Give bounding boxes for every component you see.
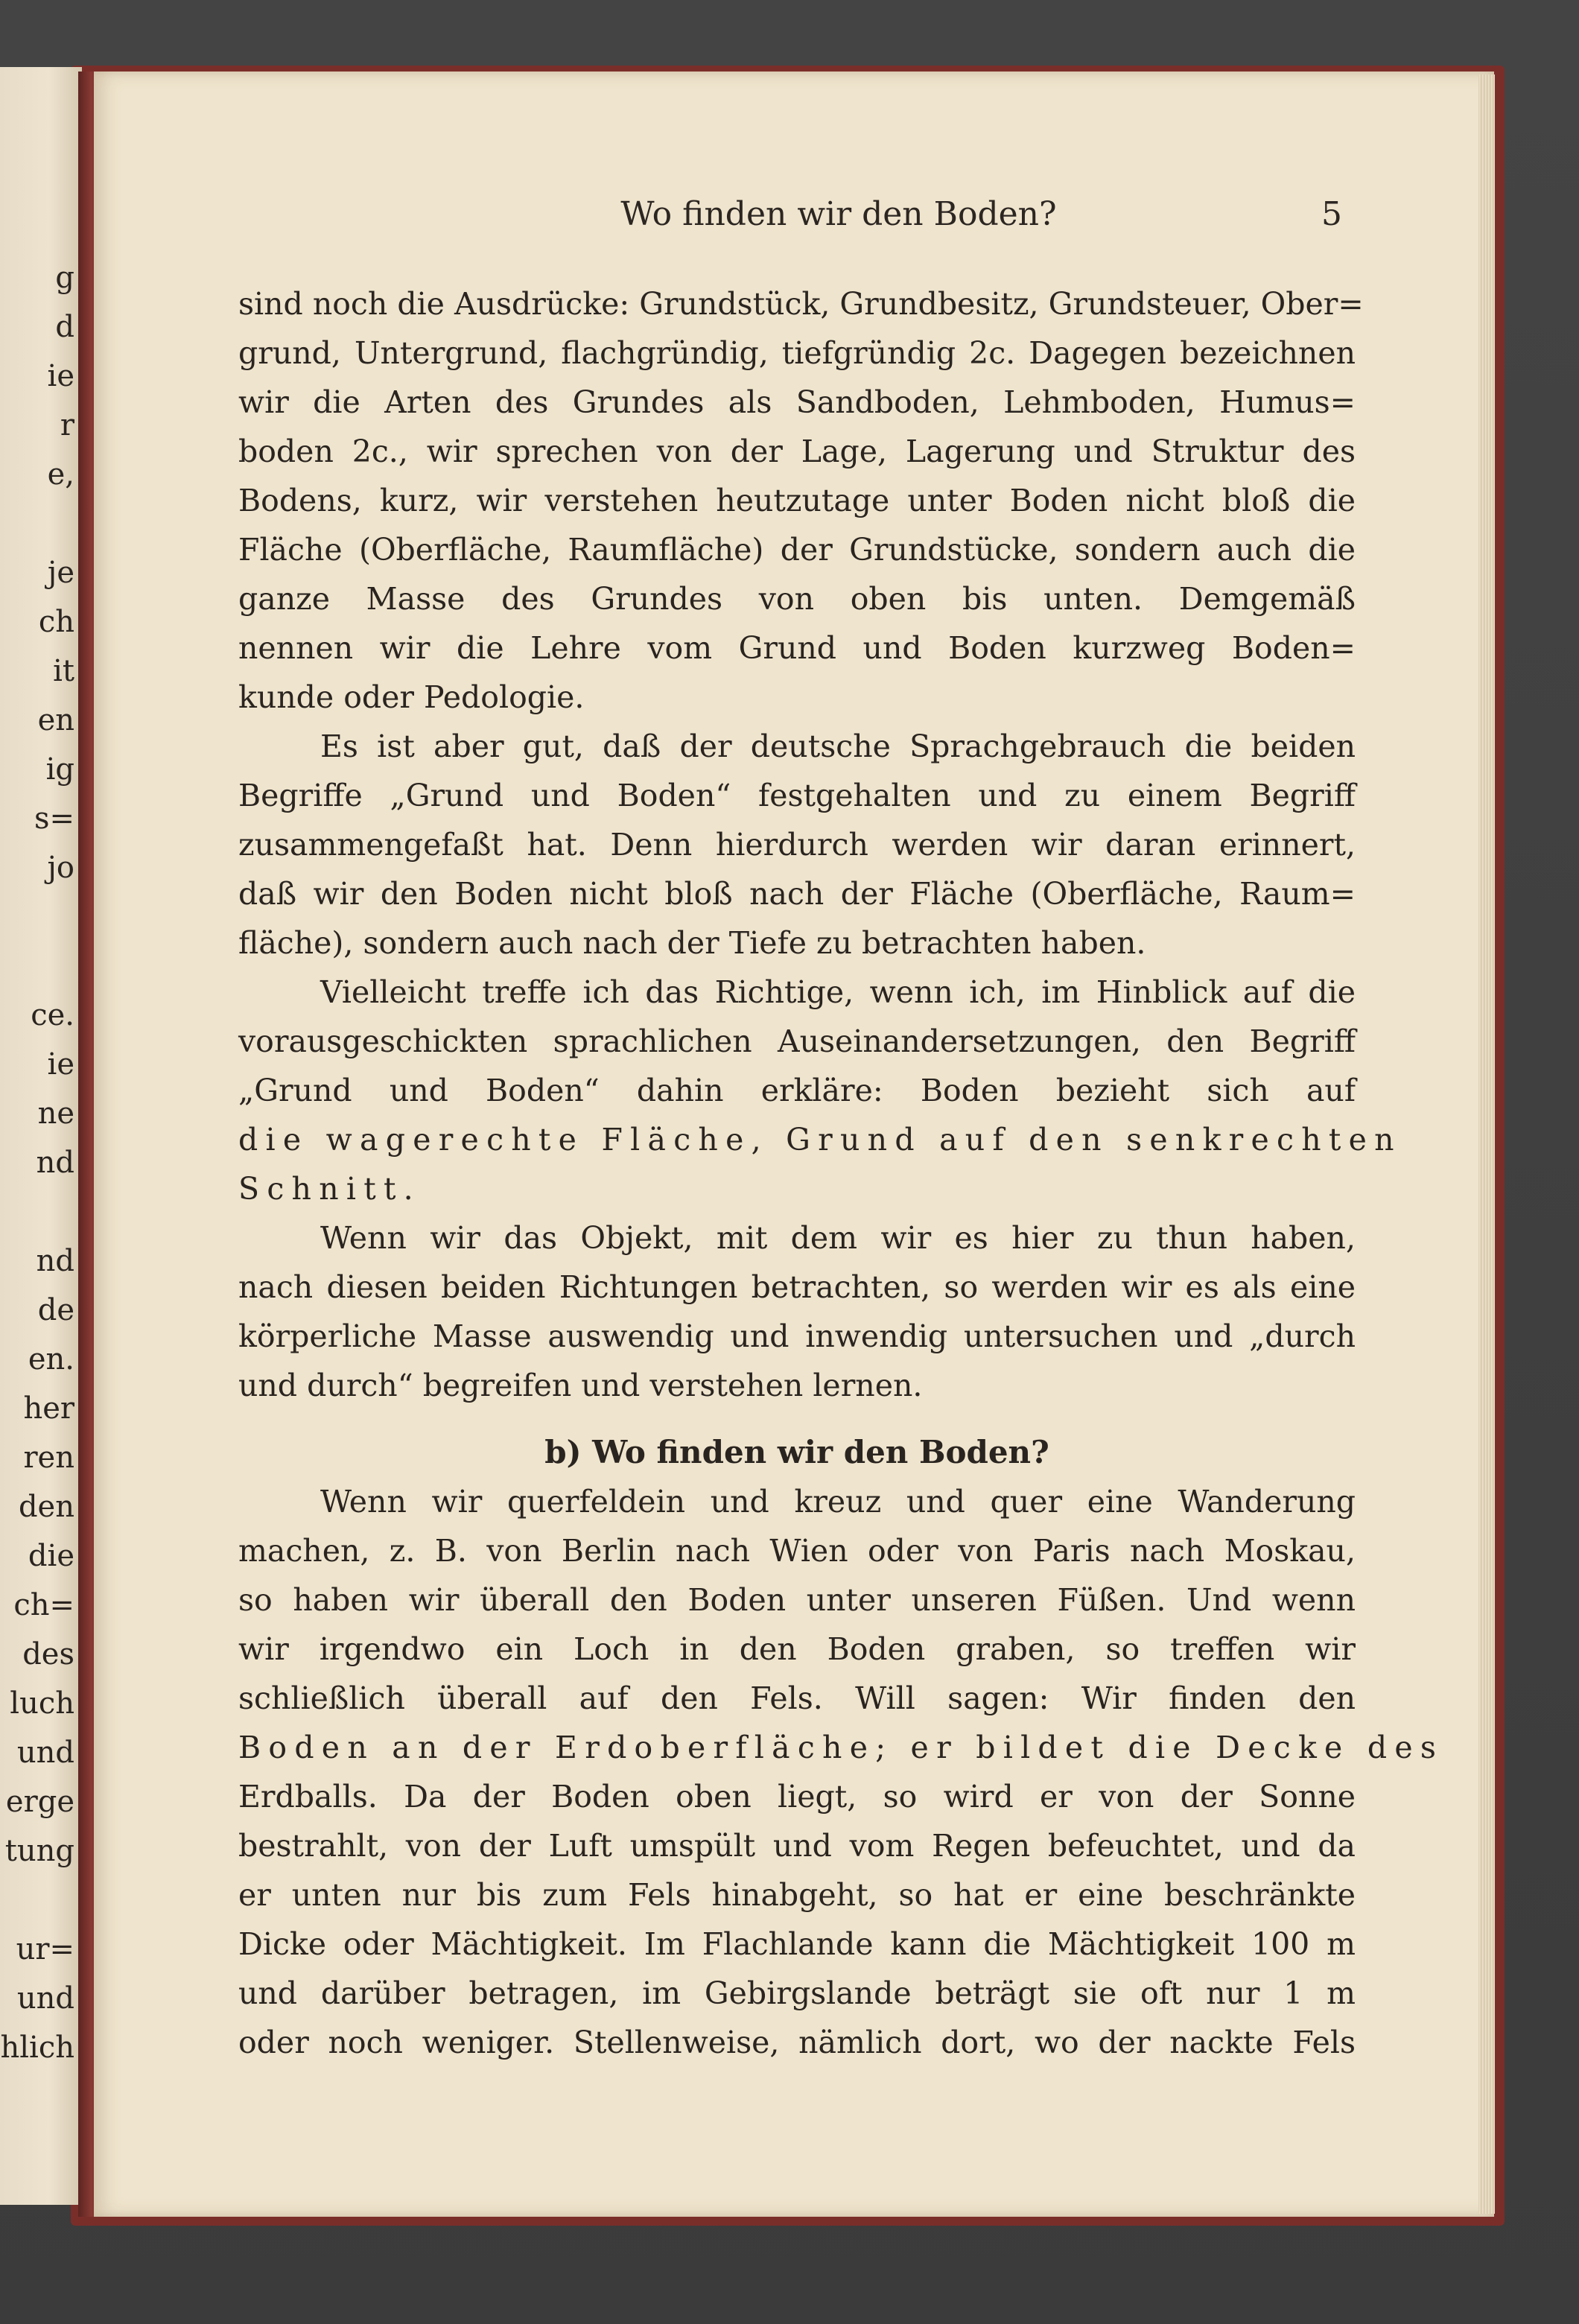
page-number: 5	[1321, 195, 1342, 233]
facing-page-fragment: erge	[5, 1785, 74, 1819]
text-line: er unten nur bis zum Fels hinabgeht, so hat er eine beschränkte	[238, 1877, 1356, 1913]
text-line: körperliche Masse auswendig und inwendig untersuchen und „durch	[238, 1318, 1356, 1354]
facing-page-fragment	[0, 1187, 74, 1236]
facing-page-fragment: ce.	[31, 998, 74, 1032]
facing-page-fragment: ur=	[16, 1932, 74, 1966]
facing-page-fragment: jo	[47, 851, 74, 885]
facing-page-fragment	[0, 892, 74, 942]
text-line: Vielleicht treffe ich das Richtige, wenn ich, im Hinblick auf die	[320, 974, 1356, 1010]
facing-page-fragment: g	[55, 261, 74, 295]
paragraph-5	[238, 1477, 1444, 2067]
facing-page-fragment: und	[16, 1981, 74, 2016]
facing-page-fragment: it	[53, 654, 74, 688]
facing-page-fragment: ch	[38, 605, 74, 639]
text-line: nennen wir die Lehre vom Grund und Boden kurzweg Boden=	[238, 630, 1356, 666]
text-line: nach diesen beiden Richtungen betrachten, so werden wir es als eine	[238, 1269, 1356, 1305]
text-line: wir die Arten des Grundes als Sandboden, Lehmboden, Humus=	[238, 384, 1356, 420]
facing-page-fragment: die	[28, 1539, 74, 1573]
facing-page-fragment	[0, 942, 74, 991]
running-head	[94, 195, 1494, 240]
text-line: Dicke oder Mächtigkeit. Im Flachlande kann die Mächtigkeit 100 m	[238, 1926, 1356, 1962]
facing-page-fragment: ig	[45, 752, 74, 787]
text-line: machen, z. B. von Berlin nach Wien oder von Paris nach Moskau,	[238, 1533, 1356, 1569]
facing-page-fragment: r	[60, 408, 74, 442]
text-line: daß wir den Boden nicht bloß nach der Fläche (Oberfläche, Raum=	[238, 876, 1356, 912]
text-line: Fläche (Oberfläche, Raumfläche) der Grundstücke, sondern auch die	[238, 532, 1356, 568]
text-line: Wenn wir das Objekt, mit dem wir es hier zu thun haben,	[320, 1220, 1356, 1256]
text-line: oder noch weniger. Stellenweise, nämlich dort, wo der nackte Fels	[238, 2025, 1356, 2060]
text-line: fläche), sondern auch nach der Tiefe zu betrachten haben.	[238, 925, 1146, 961]
text-line: die wagerechte Fläche, Grund auf den senkrechten	[238, 1122, 1402, 1158]
facing-page-fragment: und	[16, 1736, 74, 1770]
text-line: Bodens, kurz, wir verstehen heutzutage unter Boden nicht bloß die	[238, 483, 1356, 518]
facing-page-fragment: her	[23, 1391, 74, 1426]
facing-page-fragment: de	[37, 1293, 74, 1327]
facing-page-fragment: ren	[23, 1441, 74, 1475]
text-line: grund, Untergrund, flachgründig, tiefgründig 2c. Dagegen bezeichnen	[238, 335, 1356, 371]
facing-page-fragment: e,	[47, 457, 74, 492]
facing-page-fragment	[0, 1876, 74, 1925]
text-line: so haben wir überall den Boden unter unseren Füßen. Und wenn	[238, 1582, 1356, 1618]
facing-page-fragment: ie	[47, 1047, 74, 1082]
text-line: Begriffe „Grund und Boden“ festgehalten und zu einem Begriff	[238, 778, 1356, 813]
text-line: zusammengefaßt hat. Denn hierdurch werden wir daran erinnert,	[238, 827, 1356, 863]
facing-page-fragment: nd	[36, 1244, 74, 1278]
text-line: Erdballs. Da der Boden oben liegt, so wird er von der Sonne	[238, 1779, 1356, 1815]
text-line: und darüber betragen, im Gebirgslande beträgt sie oft nur 1 m	[238, 1975, 1356, 2011]
page-body	[238, 279, 1444, 2067]
facing-page-fragment: ch=	[13, 1588, 74, 1622]
page-fore-edge	[1478, 74, 1495, 2214]
text-line: sind noch die Ausdrücke: Grundstück, Grundbesitz, Grundsteuer, Ober=	[238, 286, 1364, 322]
text-line: bestrahlt, von der Luft umspült und vom Regen befeuchtet, und da	[238, 1828, 1356, 1864]
paragraph-4	[238, 1213, 1356, 1410]
facing-page-fragment: hlich	[0, 2031, 74, 2065]
section-heading: b) Wo finden wir den Boden?	[544, 1434, 1049, 1470]
text-line: Schnitt.	[238, 1171, 421, 1207]
facing-page-fragment: en	[37, 703, 74, 737]
text-line: boden 2c., wir sprechen von der Lage, Lagerung und Struktur des	[238, 434, 1356, 469]
text-line: Es ist aber gut, daß der deutsche Sprachgebrauch die beiden	[320, 728, 1356, 764]
text-line: ganze Masse des Grundes von oben bis unten. Demgemäß	[238, 581, 1356, 617]
facing-page-fragment: luch	[10, 1686, 74, 1721]
text-line: vorausgeschickten sprachlichen Auseinandersetzungen, den Begriff	[238, 1023, 1356, 1059]
facing-page-fragment: d	[55, 310, 74, 344]
facing-page-fragment: nd	[36, 1146, 74, 1180]
facing-page-text-fragments	[0, 253, 74, 2072]
facing-page-fragment: ie	[47, 359, 74, 393]
text-line: Wenn wir querfeldein und kreuz und quer eine Wanderung	[320, 1484, 1356, 1520]
facing-page-fragment: je	[47, 556, 74, 590]
paragraph-3	[238, 968, 1402, 1213]
paragraph-2	[238, 722, 1356, 968]
running-title: Wo finden wir den Boden?	[620, 195, 1057, 233]
facing-page-fragment	[0, 499, 74, 548]
facing-page-fragment: s=	[34, 801, 74, 836]
text-line: „Grund und Boden“ dahin erkläre: Boden bezieht sich auf	[238, 1073, 1356, 1108]
facing-page-left	[0, 67, 82, 2205]
facing-page-fragment: ne	[37, 1096, 74, 1131]
facing-page-fragment: tung	[4, 1834, 74, 1868]
text-line: kunde oder Pedologie.	[238, 679, 585, 715]
paragraph-1	[238, 279, 1364, 722]
facing-page-fragment: des	[22, 1637, 74, 1671]
text-line: Boden an der Erdoberfläche; er bildet die Decke des	[238, 1730, 1444, 1765]
text-line: wir irgendwo ein Loch in den Boden graben, so treffen wir	[238, 1631, 1356, 1667]
text-line: schließlich überall auf den Fels. Will sagen: Wir finden den	[238, 1680, 1356, 1716]
text-line: und durch“ begreifen und verstehen lernen.	[238, 1368, 923, 1403]
facing-page-fragment: den	[18, 1490, 74, 1524]
facing-page-fragment: en.	[28, 1342, 74, 1377]
